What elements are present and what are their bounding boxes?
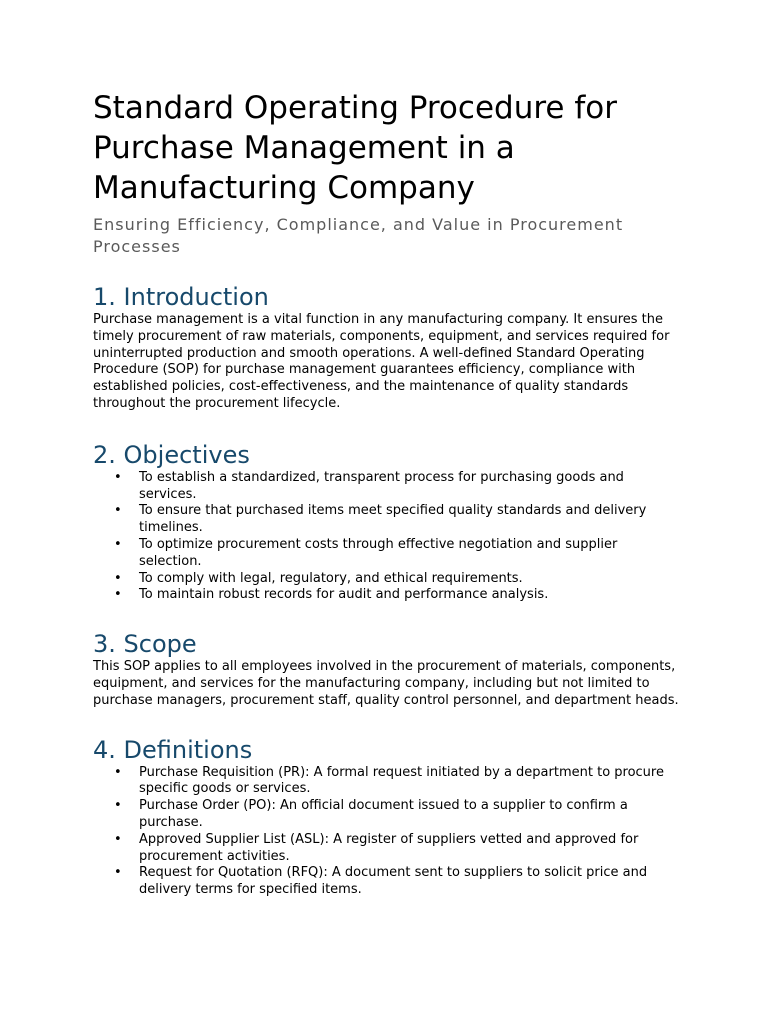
list-item: • Request for Quotation (RFQ): A document sent to suppliers to solicit price and delivery terms for specified items. — [139, 865, 683, 899]
section-heading-scope: 3. Scope — [93, 630, 197, 659]
objectives-list — [93, 470, 683, 604]
section-heading-objectives: 2. Objectives — [93, 440, 250, 469]
list-item: • Purchase Requisition (PR): A formal request initiated by a department to procure specific goods or services. — [139, 765, 683, 799]
section-scope — [93, 629, 683, 709]
section-definitions — [93, 735, 683, 899]
document-title: Standard Operating Procedure for Purchase Management in a Manufacturing Company — [93, 90, 617, 206]
document-page — [93, 88, 683, 899]
list-item: • Approved Supplier List (ASL): A register of suppliers vetted and approved for procurement activities. — [139, 832, 683, 866]
list-item: • Purchase Order (PO): An official document issued to a supplier to confirm a purchase. — [139, 798, 683, 832]
list-item: • To optimize procurement costs through effective negotiation and supplier selection. — [139, 537, 683, 571]
scope-paragraph: This SOP applies to all employees involved in the procurement of materials, components, equipment, and services for the manufacturing company, including but not limited to purchase managers, procurement staff, quality control personnel, and department heads. — [93, 659, 679, 708]
list-item: • To ensure that purchased items meet specified quality standards and delivery timelines. — [139, 503, 683, 537]
list-item: • To maintain robust records for audit and performance analysis. — [139, 587, 683, 604]
document-subtitle: Ensuring Efficiency, Compliance, and Value in Procurement Processes — [93, 215, 624, 256]
list-item: • To establish a standardized, transparent process for purchasing goods and services. — [139, 470, 683, 504]
list-item: • To comply with legal, regulatory, and ethical requirements. — [139, 571, 683, 588]
section-objectives — [93, 440, 683, 604]
section-heading-introduction: 1. Introduction — [93, 283, 269, 311]
introduction-paragraph: Purchase management is a vital function in any manufacturing company. It ensures the timely procurement of raw materials, components, equipment, and services required for uninterrupted production and smooth operations. A well-defined Standard Operating Procedure (SOP) for purchase management guarantees efficiency, compliance with established policies, cost-effectiveness, and the maintenance of quality standards throughout the procurement lifecycle. — [93, 312, 670, 411]
definitions-list — [93, 765, 683, 899]
section-introduction — [93, 282, 683, 413]
section-heading-definitions: 4. Definitions — [93, 735, 253, 764]
